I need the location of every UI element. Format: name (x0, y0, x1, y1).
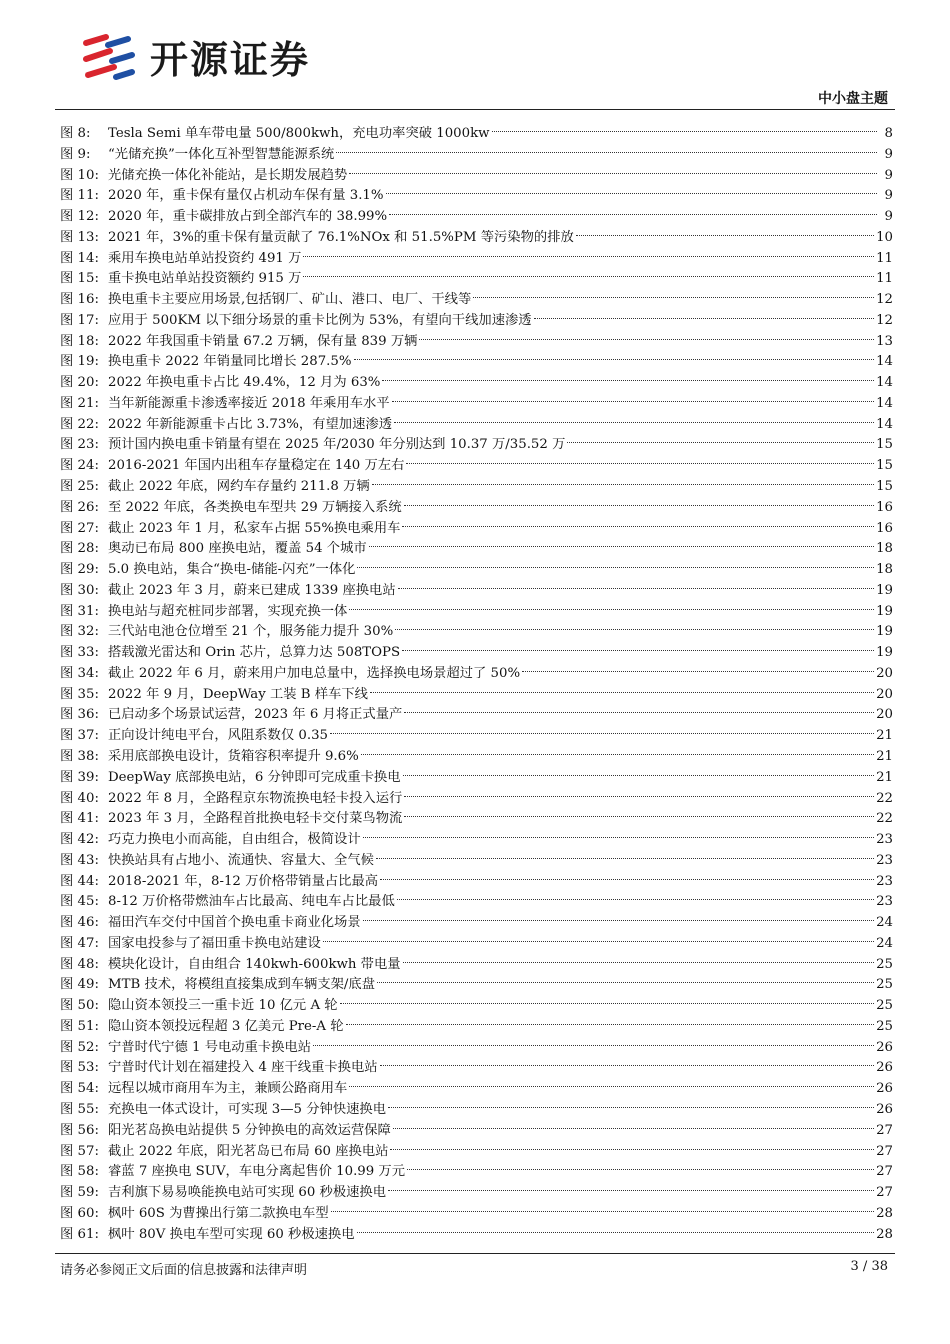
toc-entry-label: 图 27: (60, 520, 99, 536)
toc-entry-label: 图 54: (60, 1081, 99, 1097)
toc-dot-leader (407, 1155, 874, 1175)
toc-dot-leader (567, 428, 874, 448)
toc-entry-page: 15 (876, 479, 893, 495)
toc-entry-page: 20 (876, 707, 893, 723)
toc-entry-title: 截止 2023 年 3 月，蔚来已建成 1339 座换电站 (108, 582, 396, 598)
toc-entry-page: 11 (876, 250, 893, 266)
toc-entry-title: 至 2022 年底，各类换电车型共 29 万辆接入系统 (108, 499, 402, 515)
toc-dot-leader (330, 719, 874, 739)
toc-entry-title: 2023 年 3 月，全路程首批换电轻卡交付菜鸟物流 (108, 811, 403, 827)
toc-dot-leader (392, 387, 874, 407)
toc-dot-leader (357, 1218, 875, 1238)
toc-entry-label: 图 20: (60, 375, 99, 391)
toc-entry-page: 24 (876, 935, 893, 951)
toc-dot-leader (406, 449, 874, 469)
toc-entry-page: 21 (876, 769, 893, 785)
toc-entry-title: DeepWay 底部换电站，6 分钟即可完成重卡换电 (108, 769, 401, 785)
toc-dot-leader (349, 1072, 874, 1092)
toc-entry-title: 截止 2023 年 1 月，私家车占据 55%换电乘用车 (108, 520, 401, 536)
toc-entry-page: 9 (884, 146, 893, 162)
toc-dot-leader (336, 138, 877, 158)
toc-entry-title: 隐山资本领投远程超 3 亿美元 Pre-A 轮 (108, 1018, 344, 1034)
toc-entry-label: 图 37: (60, 728, 99, 744)
toc-entry-title: 模块化设计，自由组合 140kwh-600kwh 带电量 (108, 956, 401, 972)
toc-entry-title: 枫叶 60S 为曹操出行第二款换电车型 (108, 1205, 329, 1221)
toc-entry-title: 阳光茗岛换电站提供 5 分钟换电的高效运营保障 (108, 1122, 391, 1138)
toc-entry-page: 27 (876, 1122, 893, 1138)
toc-entry-page: 26 (876, 1060, 893, 1076)
toc-entry-page: 8 (884, 126, 893, 141)
toc-entry-page: 21 (876, 728, 893, 744)
toc-dot-leader (492, 117, 877, 137)
toc-entry-page: 19 (876, 603, 893, 619)
toc-dot-leader (340, 989, 874, 1009)
toc-entry-label: 图 58: (60, 1164, 99, 1180)
toc-entry-title: 搭载激光雷达和 Orin 芯片，总算力达 508TOPS (108, 645, 401, 661)
toc-entry-page: 19 (876, 624, 893, 640)
toc-entry-page: 14 (876, 354, 893, 370)
toc-dot-leader (361, 740, 874, 760)
toc-dot-leader (395, 615, 874, 635)
toc-entry-title: 截止 2022 年 6 月，蔚来用户加电总量中，选择换电场景超过了 50% (108, 665, 521, 681)
toc-entry-label: 图 29: (60, 562, 99, 578)
toc-entry-page: 28 (876, 1205, 893, 1221)
toc-dot-leader (390, 1135, 874, 1155)
toc-entry-label: 图 25: (60, 479, 99, 495)
toc-entry-page: 14 (876, 375, 893, 391)
toc-entry-page: 23 (876, 873, 893, 889)
toc-entry-label: 图 46: (60, 915, 99, 931)
toc-entry-title: 2022 年换电重卡占比 49.4%，12 月为 63% (108, 375, 381, 391)
toc-dot-leader (389, 200, 877, 220)
toc-entry-title: 远程以城市商用车为主，兼顾公路商用车 (108, 1081, 348, 1097)
toc-entry-label: 图 28: (60, 541, 99, 557)
toc-entry-label: 图 43: (60, 852, 99, 868)
toc-entry-label: 图 21: (60, 395, 99, 411)
toc-entry-title: 奥动已布局 800 座换电站，覆盖 54 个城市 (108, 541, 367, 557)
toc-entry-label: 图 10: (60, 167, 99, 183)
toc-entry-label: 图 14: (60, 250, 99, 266)
toc-entry-title: 应用于 500KM 以下细分场景的重卡比例为 53%，有望向干线加速渗透 (108, 312, 532, 328)
toc-entry-title: 2022 年我国重卡销量 67.2 万辆，保有量 839 万辆 (108, 333, 418, 349)
figure-list (60, 117, 893, 1242)
toc-entry-page: 27 (876, 1164, 893, 1180)
toc-entry-label: 图 44: (60, 873, 99, 889)
toc-entry-label: 图 49: (60, 977, 99, 993)
toc-entry-page: 22 (876, 790, 893, 806)
toc-dot-leader (403, 948, 875, 968)
toc-entry-label: 图 22: (60, 416, 99, 432)
toc-dot-leader (404, 802, 874, 822)
toc-entry-label: 图 48: (60, 956, 99, 972)
toc-entry-title: “光储充换”一体化互补型智慧能源系统 (108, 146, 335, 162)
toc-entry-label: 图 18: (60, 333, 99, 349)
toc-entry-title: 预计国内换电重卡销量有望在 2025 年/2030 年分别达到 10.37 万/35.52 万 (108, 437, 566, 453)
toc-entry-title: 2022 年 8 月，全路程京东物流换电轻卡投入运行 (108, 790, 403, 806)
toc-entry-label: 图 61: (60, 1226, 99, 1242)
toc-entry-title: 已启动多个场景试运营，2023 年 6 月将正式量产 (108, 707, 403, 723)
toc-entry-page: 27 (876, 1185, 893, 1201)
toc-dot-leader (354, 345, 875, 365)
toc-entry-page: 19 (876, 645, 893, 661)
toc-dot-leader (349, 595, 874, 615)
toc-entry-title: 2016-2021 年国内出租车存量稳定在 140 万左右 (108, 458, 405, 474)
toc-entry-page: 27 (876, 1143, 893, 1159)
toc-entry-page: 25 (876, 998, 893, 1014)
toc-entry-page: 9 (884, 188, 893, 204)
toc-entry-title: 5.0 换电站，集合“换电-储能-闪充”一体化 (108, 562, 356, 578)
toc-entry-page: 22 (876, 811, 893, 827)
toc-entry-title: 枫叶 80V 换电车型可实现 60 秒极速换电 (108, 1226, 355, 1242)
toc-entry-title: 截止 2022 年底，网约车存量约 211.8 万辆 (108, 479, 370, 495)
toc-dot-leader (404, 782, 874, 802)
page-number: 3 / 38 (850, 1259, 888, 1274)
toc-entry-title: MTB 技术，将模组直接集成到车辆支架/底盘 (108, 977, 376, 993)
brand-name: 开源证券 (150, 37, 311, 82)
toc-entry-title: 2021 年，3%的重卡保有量贡献了 76.1%NOx 和 51.5%PM 等污染物的排放 (108, 229, 574, 245)
toc-dot-leader (303, 262, 874, 282)
toc-dot-leader (370, 678, 874, 698)
toc-entry-label: 图 53: (60, 1060, 99, 1076)
toc-dot-leader (363, 823, 874, 843)
toc-entry-page: 26 (876, 1101, 893, 1117)
toc-entry-title: 国家电投参与了福田重卡换电站建设 (108, 935, 321, 951)
toc-entry-page: 23 (876, 894, 893, 910)
toc-entry-label: 图 9: (60, 146, 91, 162)
toc-entry-page: 18 (876, 562, 893, 578)
toc-entry-title: 充换电一体式设计，可实现 3—5 分钟快速换电 (108, 1101, 387, 1117)
toc-entry-title: 吉利旗下易易唤能换电站可实现 60 秒极速换电 (108, 1185, 387, 1201)
toc-entry-label: 图 55: (60, 1101, 99, 1117)
toc-entry-page: 19 (876, 582, 893, 598)
toc-entry-label: 图 33: (60, 645, 99, 661)
toc-entry-page: 25 (876, 1018, 893, 1034)
toc-entry-title: Tesla Semi 单车带电量 500/800kwh，充电功率突破 1000kw (108, 126, 490, 141)
toc-entry-page: 26 (876, 1081, 893, 1097)
toc-entry-page: 20 (876, 665, 893, 681)
toc-dot-leader (386, 179, 877, 199)
toc-entry-page: 25 (876, 956, 893, 972)
toc-entry-title: 换电重卡 2022 年销量同比增长 287.5% (108, 354, 352, 370)
toc-dot-leader (419, 325, 874, 345)
toc-entry-label: 图 11: (60, 188, 99, 204)
toc-entry-title: 重卡换电站单站投资额约 915 万 (108, 271, 302, 287)
toc-entry-label: 图 26: (60, 499, 99, 515)
toc-dot-leader (534, 304, 874, 324)
toc-dot-leader (404, 491, 874, 511)
toc-entry-label: 图 35: (60, 686, 99, 702)
toc-dot-leader (522, 657, 874, 677)
toc-entry-label: 图 19: (60, 354, 99, 370)
toc-entry-title: 乘用车换电站单站投资约 491 万 (108, 250, 302, 266)
toc-entry-title: 睿蓝 7 座换电 SUV，车电分离起售价 10.99 万元 (108, 1164, 406, 1180)
toc-entry[interactable] (60, 117, 893, 141)
toc-dot-leader (403, 761, 875, 781)
toc-entry-label: 图 36: (60, 707, 99, 723)
toc-entry-page: 10 (876, 229, 893, 245)
toc-entry-label: 图 56: (60, 1122, 99, 1138)
toc-entry-label: 图 23: (60, 437, 99, 453)
toc-dot-leader (380, 865, 874, 885)
header-divider (55, 109, 895, 110)
toc-entry-label: 图 38: (60, 748, 99, 764)
toc-entry-title: 截止 2022 年底，阳光茗岛已布局 60 座换电站 (108, 1143, 389, 1159)
toc-entry-page: 25 (876, 977, 893, 993)
toc-entry-label: 图 30: (60, 582, 99, 598)
toc-dot-leader (402, 512, 874, 532)
toc-dot-leader (576, 221, 874, 241)
toc-dot-leader (303, 242, 874, 262)
toc-entry-label: 图 13: (60, 229, 99, 245)
toc-entry-label: 图 60: (60, 1205, 99, 1221)
toc-entry-page: 18 (876, 541, 893, 557)
toc-entry-page: 20 (876, 686, 893, 702)
toc-entry-page: 14 (876, 395, 893, 411)
toc-dot-leader (331, 1197, 874, 1217)
report-topic: 中小盘主题 (818, 91, 888, 107)
toc-dot-leader (388, 1093, 874, 1113)
toc-dot-leader (313, 1031, 874, 1051)
toc-dot-leader (397, 885, 874, 905)
toc-entry-page: 24 (876, 915, 893, 931)
toc-entry-label: 图 31: (60, 603, 99, 619)
toc-entry-title: 2018-2021 年，8-12 万价格带销量占比最高 (108, 873, 379, 889)
toc-dot-leader (382, 366, 874, 386)
toc-entry-label: 图 12: (60, 209, 99, 225)
toc-entry-label: 图 47: (60, 935, 99, 951)
toc-dot-leader (357, 553, 874, 573)
toc-entry-page: 9 (884, 209, 893, 225)
toc-entry-title: 当年新能源重卡渗透率接近 2018 年乘用车水平 (108, 395, 390, 411)
toc-entry-title: 光储充换一体化补能站，是长期发展趋势 (108, 167, 348, 183)
toc-entry-label: 图 15: (60, 271, 99, 287)
toc-entry-label: 图 59: (60, 1185, 99, 1201)
toc-entry-page: 9 (884, 167, 893, 183)
toc-dot-leader (346, 1010, 875, 1030)
toc-entry-title: 2022 年新能源重卡占比 3.73%，有望加速渗透 (108, 416, 392, 432)
toc-entry-label: 图 32: (60, 624, 99, 640)
toc-entry-title: 8-12 万价格带燃油车占比最高、纯电车占比最低 (108, 894, 395, 910)
toc-dot-leader (349, 159, 877, 179)
toc-entry-page: 15 (876, 437, 893, 453)
toc-entry-page: 26 (876, 1039, 893, 1055)
toc-entry-label: 图 57: (60, 1143, 99, 1159)
footer-divider (55, 1253, 895, 1254)
toc-entry-title: 正向设计纯电平台，风阻系数仅 0.35 (108, 728, 328, 744)
toc-dot-leader (323, 927, 874, 947)
toc-entry-label: 图 41: (60, 811, 99, 827)
toc-entry-label: 图 45: (60, 894, 99, 910)
toc-dot-leader (372, 470, 874, 490)
toc-entry-label: 图 24: (60, 458, 99, 474)
toc-entry-page: 16 (876, 499, 893, 515)
toc-entry-title: 2022 年 9 月，DeepWay 工装 B 样车下线 (108, 686, 368, 702)
toc-dot-leader (398, 574, 874, 594)
toc-entry-page: 12 (876, 312, 893, 328)
toc-dot-leader (388, 1176, 874, 1196)
toc-entry-title: 三代站电池仓位增至 21 个，服务能力提升 30% (108, 624, 394, 640)
toc-entry-title: 2020 年，重卡碳排放占到全部汽车的 38.99% (108, 209, 388, 225)
toc-entry-label: 图 50: (60, 998, 99, 1014)
toc-entry-title: 换电站与超充桩同步部署，实现充换一体 (108, 603, 348, 619)
toc-entry-label: 图 34: (60, 665, 99, 681)
toc-entry-title: 2020 年，重卡保有量仅占机动车保有量 3.1% (108, 188, 384, 204)
toc-entry-page: 23 (876, 852, 893, 868)
toc-entry-label: 图 8: (60, 126, 91, 141)
toc-dot-leader (402, 636, 874, 656)
toc-entry-title: 换电重卡主要应用场景,包括钢厂、矿山、港口、电厂、干线等 (108, 292, 472, 308)
toc-dot-leader (376, 844, 874, 864)
toc-entry-title: 巧克力换电小而高能，自由组合，极简设计 (108, 832, 361, 848)
toc-entry-page: 23 (876, 832, 893, 848)
toc-entry-page: 28 (876, 1226, 893, 1242)
toc-entry-page: 13 (876, 333, 893, 349)
toc-entry-label: 图 51: (60, 1018, 99, 1034)
toc-dot-leader (394, 408, 874, 428)
toc-entry-label: 图 40: (60, 790, 99, 806)
toc-entry-label: 图 16: (60, 292, 99, 308)
toc-dot-leader (369, 532, 874, 552)
toc-entry-title: 快换站具有占地小、流通快、容量大、全气候 (108, 852, 374, 868)
toc-entry-page: 21 (876, 748, 893, 764)
toc-entry-title: 采用底部换电设计，货箱容积率提升 9.6% (108, 748, 359, 764)
toc-entry-label: 图 17: (60, 312, 99, 328)
toc-entry-page: 11 (876, 271, 893, 287)
toc-entry-page: 15 (876, 458, 893, 474)
toc-dot-leader (363, 906, 874, 926)
toc-entry-page: 16 (876, 520, 893, 536)
toc-dot-leader (380, 1051, 875, 1071)
toc-dot-leader (377, 968, 874, 988)
toc-dot-leader (404, 698, 874, 718)
brand-logo (78, 28, 310, 84)
toc-entry-page: 12 (876, 292, 893, 308)
toc-entry-label: 图 52: (60, 1039, 99, 1055)
toc-entry-page: 14 (876, 416, 893, 432)
toc-entry-title: 隐山资本领投三一重卡近 10 亿元 A 轮 (108, 998, 338, 1014)
kaiyuan-logo-icon (78, 29, 136, 83)
toc-dot-leader (393, 1114, 874, 1134)
toc-entry-label: 图 39: (60, 769, 99, 785)
toc-dot-leader (473, 283, 874, 303)
toc-entry-title: 福田汽车交付中国首个换电重卡商业化场景 (108, 915, 361, 931)
toc-entry-title: 宁普时代宁德 1 号电动重卡换电站 (108, 1039, 312, 1055)
disclaimer-note: 请务必参阅正文后面的信息披露和法律声明 (60, 1263, 308, 1278)
toc-entry-label: 图 42: (60, 832, 99, 848)
toc-entry-title: 宁普时代计划在福建投入 4 座干线重卡换电站 (108, 1060, 378, 1076)
